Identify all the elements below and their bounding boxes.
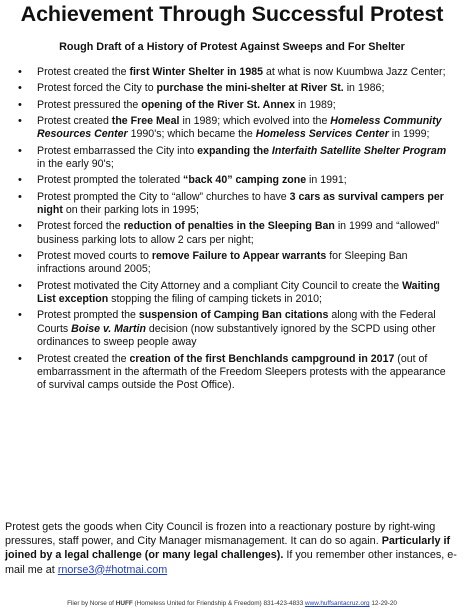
list-item-text: the Free Meal [111, 114, 180, 127]
list-item-text: for Sleeping Ban infractions around 2005; [37, 250, 408, 276]
footer [0, 599, 464, 608]
list-item [0, 309, 464, 349]
list-item-text: in 1989; [295, 98, 336, 111]
list-item-text: Protest created [37, 114, 112, 127]
bullet-icon: • [18, 352, 22, 365]
bullet-icon: • [18, 98, 22, 111]
bullet-icon: • [18, 144, 22, 157]
closing-paragraph [5, 520, 457, 577]
bullet-icon: • [18, 114, 22, 127]
list-item [0, 99, 464, 112]
list-item-text: first Winter Shelter in 1985 [129, 66, 263, 78]
bullet-icon: • [18, 279, 22, 292]
list-item-text: creation of the first Benchlands campground in 2017 [129, 352, 395, 365]
footer-prefix: Flier by Norse of [67, 600, 116, 607]
bullet-icon: • [18, 82, 22, 95]
list-item-text: Protest created the [37, 66, 130, 78]
list-item-text: Protest moved courts to [37, 250, 152, 262]
email-link[interactable]: rnorse3@#hotmai.com [57, 563, 168, 576]
list-item [0, 174, 464, 187]
list-item [0, 115, 464, 142]
list-item-text: reduction of penalties in the Sleeping Ban [123, 220, 335, 233]
list-item-text: Waiting List exception [37, 279, 440, 306]
closing-text-2: If you remember other instances, e-mail me at [5, 549, 457, 576]
footer-org: HUFF [115, 600, 133, 607]
list-item-text: in 1986; [343, 82, 385, 95]
bullet-icon: • [18, 220, 22, 233]
list-item-text: Protest created the [37, 352, 130, 365]
list-item-text: stopping the filing of camping tickets in 2010; [108, 293, 323, 306]
footer-org-full: (Homeless United for Friendship & Freedom) 831-423-4833 [132, 600, 306, 607]
list-item-text: Homeless Community Resources Center [37, 114, 442, 141]
list-item-text: Homeless Services Center [255, 128, 389, 141]
list-item-text: Boise v. Martin [71, 322, 146, 335]
list-item [0, 145, 464, 172]
list-item-text: Protest pressured the [37, 98, 142, 111]
list-item-text: at what is now Kuumbwa Jazz Center; [263, 66, 446, 78]
list-item-text: (out of embarrassment in the aftermath of the Freedom Sleepers protests with the appearance of survival camps outside the Post Office). [37, 352, 446, 392]
list-item [0, 250, 464, 277]
list-item-text: in 1999 and “allowed” business parking lots to allow 2 cars per night; [37, 220, 440, 246]
list-item-text: 3 cars as survival campers per night [37, 190, 444, 216]
page-subtitle: Rough Draft of a History of Protest Against Sweeps and For Shelter [59, 41, 405, 53]
list-item [0, 280, 464, 307]
list-item-text: in 1991; [306, 174, 347, 187]
list-item-text: Protest embarrassed the City into [37, 144, 198, 157]
list-item-text: Protest forced the [37, 220, 124, 233]
bullet-icon: • [18, 309, 22, 322]
list-item-text: Protest prompted the City to “allow” churches to have [37, 190, 290, 203]
list-item-text: 1990's; which became the [127, 128, 256, 141]
list-item [0, 191, 464, 218]
list-item [0, 220, 464, 247]
list-item-text: in the early 90's; [37, 158, 114, 170]
list-item [0, 353, 464, 393]
protest-achievements-list [0, 66, 464, 396]
bullet-icon: • [18, 190, 22, 203]
list-item-text: remove Failure to Appear warrants [151, 250, 327, 262]
bullet-icon: • [18, 66, 22, 78]
list-item [0, 82, 464, 95]
list-item-text: opening of the River St. Annex [141, 98, 296, 111]
page-title: Achievement Through Successful Protest [20, 2, 444, 26]
list-item-text: Protest motivated the City Attorney and a compliant City Council to create the [37, 279, 403, 292]
list-item-text: expanding the [197, 144, 272, 157]
list-item-text: in 1989; which evolved into the [179, 114, 331, 127]
list-item-text: camping zone [232, 174, 307, 187]
list-item-text: “back 40” [183, 174, 233, 187]
list-item-text: suspension of Camping Ban citations [138, 309, 329, 322]
closing-text: Protest gets the goods when City Council is frozen into a reactionary posture by right-wing pressures, staff power, and City Manager mismanagement. It can do so again. [5, 521, 436, 548]
closing-bold-text: Particularly if joined by a legal challenge (or many legal challenges). [5, 535, 451, 562]
bullet-icon: • [18, 250, 22, 262]
list-item-text: Interfaith Satellite Shelter Program [271, 144, 447, 157]
list-item-text: along with the Federal Courts [37, 309, 436, 335]
list-item-text: on their parking lots in 1995; [62, 204, 199, 216]
list-item-text: in 1999; [388, 128, 430, 141]
bullet-icon: • [18, 174, 22, 187]
list-item-text: purchase the mini-shelter at River St. [156, 82, 344, 95]
list-item [0, 66, 464, 79]
list-item-text: Protest prompted the tolerated [37, 174, 184, 187]
list-item-text: decision (now substantively ignored by the SCPD using other ordinances to sweep people away [37, 322, 436, 349]
footer-date: 12-29-20 [369, 600, 397, 607]
list-item-text: Protest forced the City to [37, 82, 157, 95]
list-item-text: Protest prompted the [37, 309, 139, 322]
footer-website-link[interactable]: www.huffsantacruz.org [305, 600, 370, 607]
